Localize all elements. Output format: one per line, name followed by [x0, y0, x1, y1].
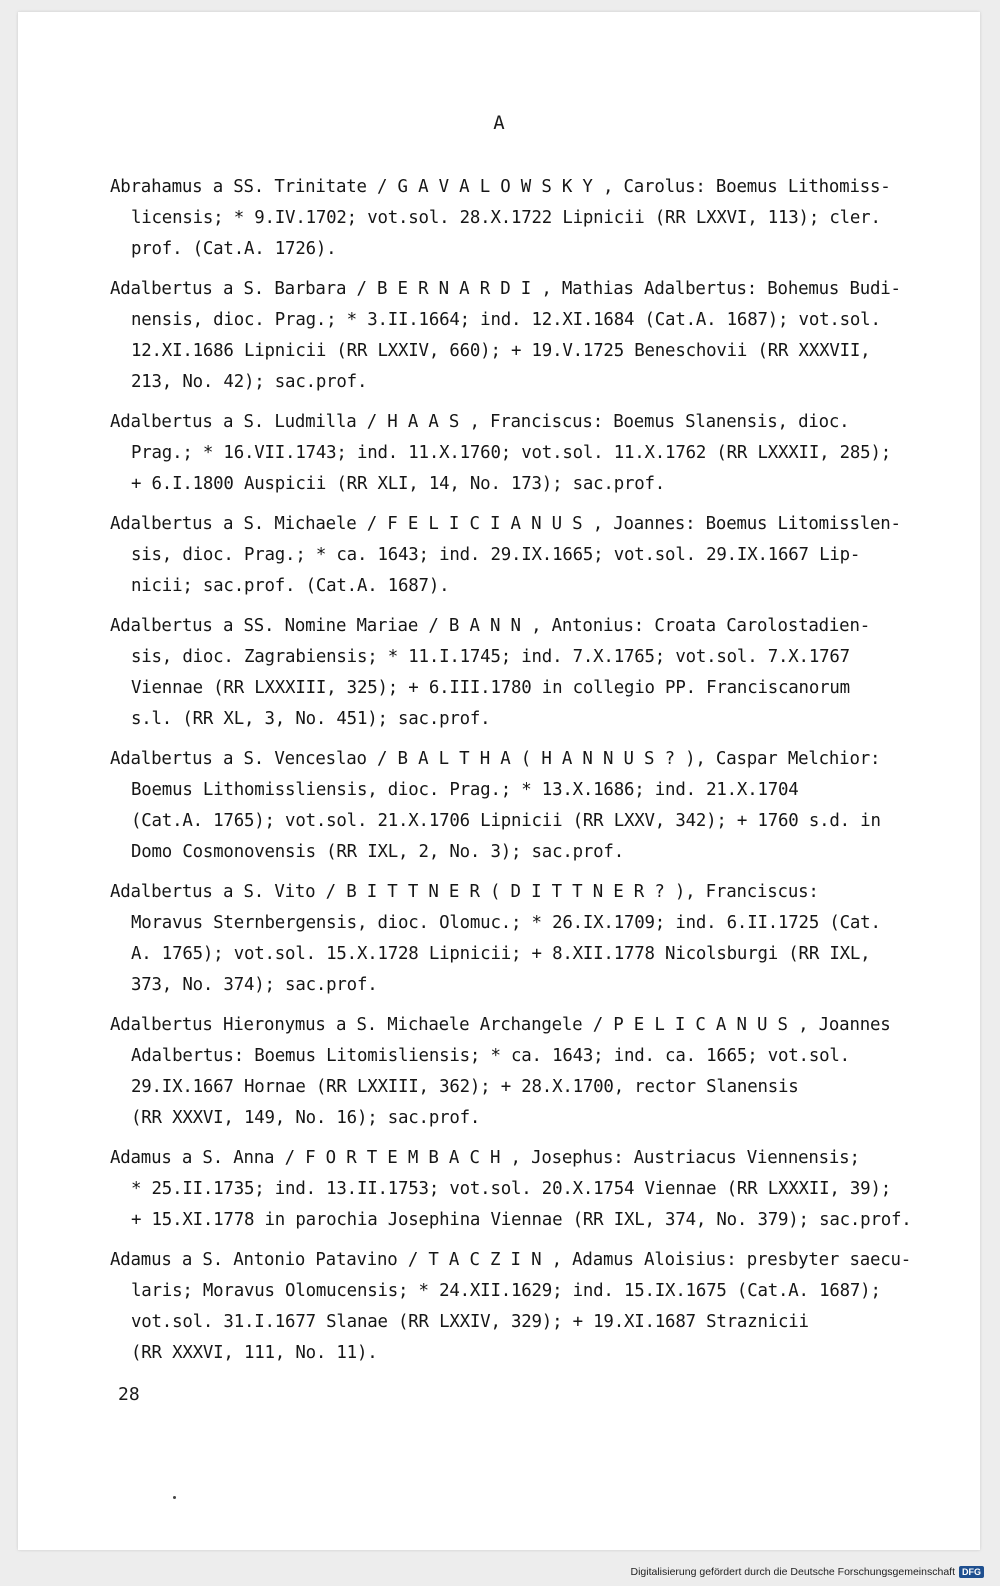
- section-letter: A: [493, 112, 505, 134]
- entry-line: nensis, dioc. Prag.; * 3.II.1664; ind. 12.XI.1684 (Cat.A. 1687); vot.sol.: [131, 310, 881, 330]
- entry-line: (RR XXXVI, 149, No. 16); sac.prof.: [131, 1108, 481, 1128]
- entry-line: Moravus Sternbergensis, dioc. Olomuc.; * 26.IX.1709; ind. 6.II.1725 (Cat.: [131, 913, 881, 933]
- entry-line: Adalbertus: Boemus Litomisliensis; * ca. 1643; ind. ca. 1665; vot.sol.: [131, 1046, 850, 1066]
- entry-line: 12.XI.1686 Lipnicii (RR LXXIV, 660); + 19.V.1725 Beneschovii (RR XXXVII,: [131, 341, 871, 361]
- entry-line: sis, dioc. Prag.; * ca. 1643; ind. 29.IX.1665; vot.sol. 29.IX.1667 Lip-: [131, 545, 861, 565]
- digitization-footer: [630, 1566, 984, 1578]
- scan-speck: [173, 1496, 176, 1499]
- entry-line: nicii; sac.prof. (Cat.A. 1687).: [131, 576, 450, 596]
- entry-adalbertus-bernardi: [110, 274, 910, 398]
- entry-line: Adamus a S. Anna / F O R T E M B A C H , Josephus: Austriacus Viennensis;: [110, 1148, 860, 1168]
- entry-line: 29.IX.1667 Hornae (RR LXXIII, 362); + 28.X.1700, rector Slanensis: [131, 1077, 799, 1097]
- entry-line: Adalbertus a SS. Nomine Mariae / B A N N , Antonius: Croata Carolostadien-: [110, 616, 870, 636]
- entry-abrahamus-gavalowsky: [110, 172, 910, 265]
- entry-line: Adalbertus a S. Michaele / F E L I C I A N U S , Joannes: Boemus Litomisslen-: [110, 514, 901, 534]
- entry-line: prof. (Cat.A. 1726).: [131, 239, 337, 259]
- entry-line: (Cat.A. 1765); vot.sol. 21.X.1706 Lipnicii (RR LXXV, 342); + 1760 s.d. in: [131, 811, 881, 831]
- entry-line: A. 1765); vot.sol. 15.X.1728 Lipnicii; + 8.XII.1778 Nicolsburgi (RR IXL,: [131, 944, 871, 964]
- entry-line: (RR XXXVI, 111, No. 11).: [131, 1343, 378, 1363]
- entry-adalbertus-bann: [110, 611, 910, 735]
- entry-adamus-taczin: [110, 1245, 910, 1369]
- entry-line: Boemus Lithomissliensis, dioc. Prag.; * 13.X.1686; ind. 21.X.1704: [131, 780, 799, 800]
- entry-line: Adalbertus Hieronymus a S. Michaele Archangele / P E L I C A N U S , Joannes: [110, 1015, 891, 1035]
- entry-line: Prag.; * 16.VII.1743; ind. 11.X.1760; vot.sol. 11.X.1762 (RR LXXXII, 285);: [131, 443, 891, 463]
- entry-adalbertus-bittner: [110, 877, 910, 1001]
- entry-line: + 15.XI.1778 in parochia Josephina Viennae (RR IXL, 374, No. 379); sac.prof.: [131, 1210, 912, 1230]
- entry-line: vot.sol. 31.I.1677 Slanae (RR LXXIV, 329); + 19.XI.1687 Straznicii: [131, 1312, 809, 1332]
- entry-line: Adalbertus a S. Venceslao / B A L T H A ( H A N N U S ? ), Caspar Melchior:: [110, 749, 881, 769]
- entry-line: + 6.I.1800 Auspicii (RR XLI, 14, No. 173); sac.prof.: [131, 474, 666, 494]
- entry-line: Adalbertus a S. Barbara / B E R N A R D I , Mathias Adalbertus: Bohemus Budi-: [110, 279, 901, 299]
- entry-line: Abrahamus a SS. Trinitate / G A V A L O W S K Y , Carolus: Boemus Lithomiss-: [110, 177, 891, 197]
- entry-line: laris; Moravus Olomucensis; * 24.XII.1629; ind. 15.IX.1675 (Cat.A. 1687);: [131, 1281, 881, 1301]
- entry-line: 373, No. 374); sac.prof.: [131, 975, 378, 995]
- entry-adalbertus-haas: [110, 407, 910, 500]
- entry-line: sis, dioc. Zagrabiensis; * 11.I.1745; ind. 7.X.1765; vot.sol. 7.X.1767: [131, 647, 850, 667]
- entry-line: Domo Cosmonovensis (RR IXL, 2, No. 3); sac.prof.: [131, 842, 624, 862]
- entry-line: 213, No. 42); sac.prof.: [131, 372, 368, 392]
- entry-line: Viennae (RR LXXXIII, 325); + 6.III.1780 in collegio PP. Franciscanorum: [131, 678, 850, 698]
- entry-adalbertus-baltha: [110, 744, 910, 868]
- entry-line: Adalbertus a S. Ludmilla / H A A S , Franciscus: Boemus Slanensis, dioc.: [110, 412, 850, 432]
- entry-adalbertus-felicianus: [110, 509, 910, 602]
- document-page: [18, 12, 980, 1550]
- page-number: 28: [118, 1384, 140, 1405]
- entry-line: Adalbertus a S. Vito / B I T T N E R ( D I T T N E R ? ), Franciscus:: [110, 882, 819, 902]
- entry-line: Adamus a S. Antonio Patavino / T A C Z I N , Adamus Aloisius: presbyter saecu-: [110, 1250, 912, 1270]
- footer-credit-text: Digitalisierung gefördert durch die Deutsche Forschungsgemeinschaft: [630, 1566, 955, 1578]
- entry-line: licensis; * 9.IV.1702; vot.sol. 28.X.1722 Lipnicii (RR LXXVI, 113); cler.: [131, 208, 881, 228]
- dfg-logo-icon: DFG: [959, 1566, 984, 1578]
- entry-list: [110, 172, 910, 1378]
- entry-adamus-fortembach: [110, 1143, 910, 1236]
- entry-line: * 25.II.1735; ind. 13.II.1753; vot.sol. 20.X.1754 Viennae (RR LXXXII, 39);: [131, 1179, 891, 1199]
- entry-line: s.l. (RR XL, 3, No. 451); sac.prof.: [131, 709, 491, 729]
- entry-adalbertus-pelicanus: [110, 1010, 910, 1134]
